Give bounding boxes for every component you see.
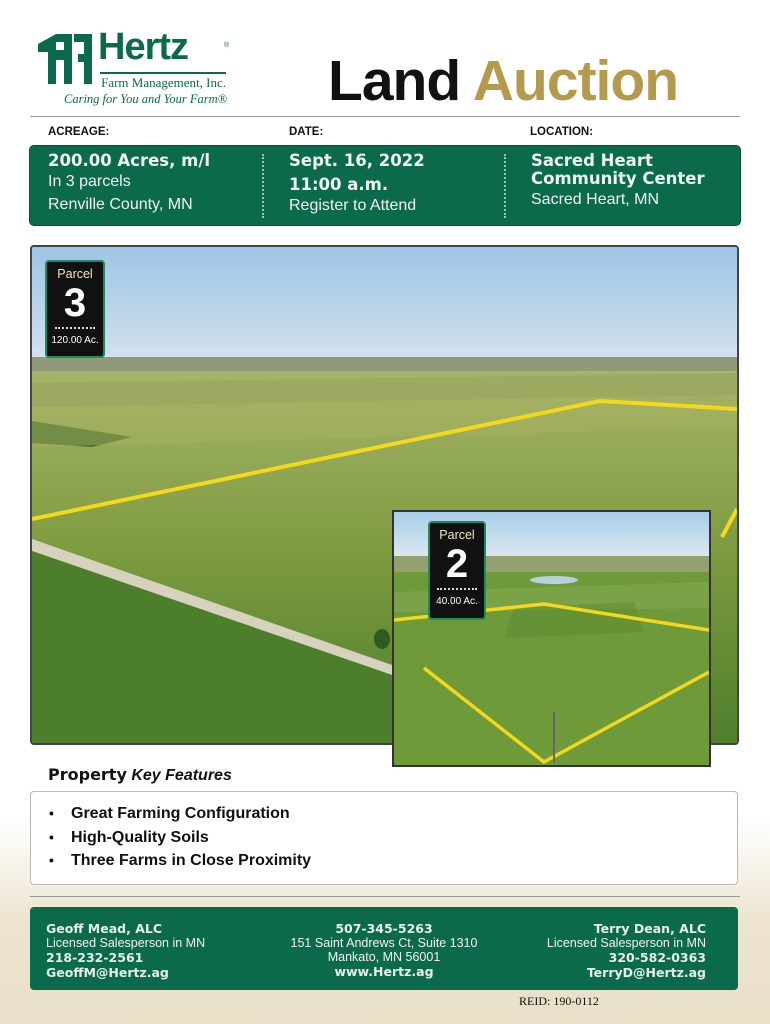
feature-item: • Three Farms in Close Proximity — [49, 849, 737, 873]
acreage-label: ACREAGE: — [48, 126, 110, 138]
agent-right — [547, 921, 706, 980]
location-city: Sacred Heart, MN — [531, 191, 660, 208]
logo-wordmark: Hertz — [98, 26, 189, 68]
title-word-auction: Auction — [472, 49, 679, 113]
features-heading-bold: Property — [48, 765, 127, 784]
parcel-acres: 120.00 Ac. — [51, 335, 99, 346]
features-list — [31, 792, 737, 873]
page-title — [328, 48, 678, 114]
agent-right-name: Terry Dean, ALC — [593, 921, 706, 936]
parcel-number: 3 — [63, 281, 87, 325]
acreage-info — [48, 152, 210, 216]
parcel-label: Parcel — [439, 528, 475, 542]
date-label: DATE: — [289, 126, 324, 138]
agent-left-role: Licensed Salesperson in MN — [46, 936, 206, 950]
location-info — [531, 152, 705, 211]
agent-left-email[interactable]: GeoffM@Hertz.ag — [46, 965, 169, 980]
title-word-land: Land — [328, 49, 461, 113]
logo-registered-mark: ® — [224, 42, 230, 49]
parcel-2-badge — [428, 521, 486, 620]
footer-rule — [30, 896, 740, 897]
office-info — [284, 921, 484, 979]
location-headline-1: Sacred Heart — [531, 151, 653, 170]
date-headline: Sept. 16, 2022 — [289, 151, 425, 170]
auction-info-bar — [30, 146, 740, 225]
feature-item: • High-Quality Soils — [49, 826, 737, 850]
acreage-county: Renville County, MN — [48, 196, 193, 213]
features-box — [30, 791, 738, 885]
hertz-building-icon — [34, 30, 100, 88]
features-heading-rest: Key Features — [131, 767, 232, 784]
agent-right-email[interactable]: TerryD@Hertz.ag — [586, 965, 706, 980]
date-time: 11:00 a.m. — [289, 175, 389, 194]
parcel-number: 2 — [445, 542, 469, 586]
office-address-1: 151 Saint Andrews Ct, Suite 1310 — [290, 936, 478, 950]
register-text: Register to Attend — [289, 197, 417, 214]
agent-left-phone[interactable]: 218-232-2561 — [46, 950, 144, 965]
agent-right-role: Licensed Salesperson in MN — [546, 936, 706, 950]
agent-right-phone[interactable]: 320-582-0363 — [608, 950, 706, 965]
agent-left — [46, 921, 205, 980]
location-headline-2: Community Center — [531, 169, 705, 188]
agent-left-name: Geoff Mead, ALC — [46, 921, 163, 936]
acreage-parcels: In 3 parcels — [48, 173, 131, 190]
parcel-label: Parcel — [57, 267, 93, 281]
parcel-3-badge — [45, 260, 105, 358]
logo-tagline: Caring for You and Your Farm® — [64, 92, 228, 106]
hertz-logo[interactable] — [34, 28, 244, 110]
location-label: LOCATION: — [530, 126, 594, 138]
feature-item: • Great Farming Configuration — [49, 802, 737, 826]
date-info — [289, 152, 425, 217]
contact-footer — [30, 907, 738, 990]
office-address-2: Mankato, MN 56001 — [327, 950, 441, 964]
info-divider — [504, 154, 506, 218]
office-website-link[interactable]: www.Hertz.ag — [334, 964, 434, 979]
features-heading — [48, 765, 232, 785]
acreage-headline: 200.00 Acres, m/l — [48, 151, 211, 170]
badge-dots — [55, 327, 95, 329]
logo-subtitle: Farm Management, Inc. — [100, 72, 226, 91]
badge-dots — [437, 588, 477, 590]
reid-number: REID: 190-0112 — [519, 994, 599, 1008]
header-rule — [30, 116, 740, 117]
parcel-acres: 40.00 Ac. — [436, 596, 478, 607]
info-divider — [262, 154, 264, 218]
office-phone[interactable]: 507-345-5263 — [335, 921, 433, 936]
